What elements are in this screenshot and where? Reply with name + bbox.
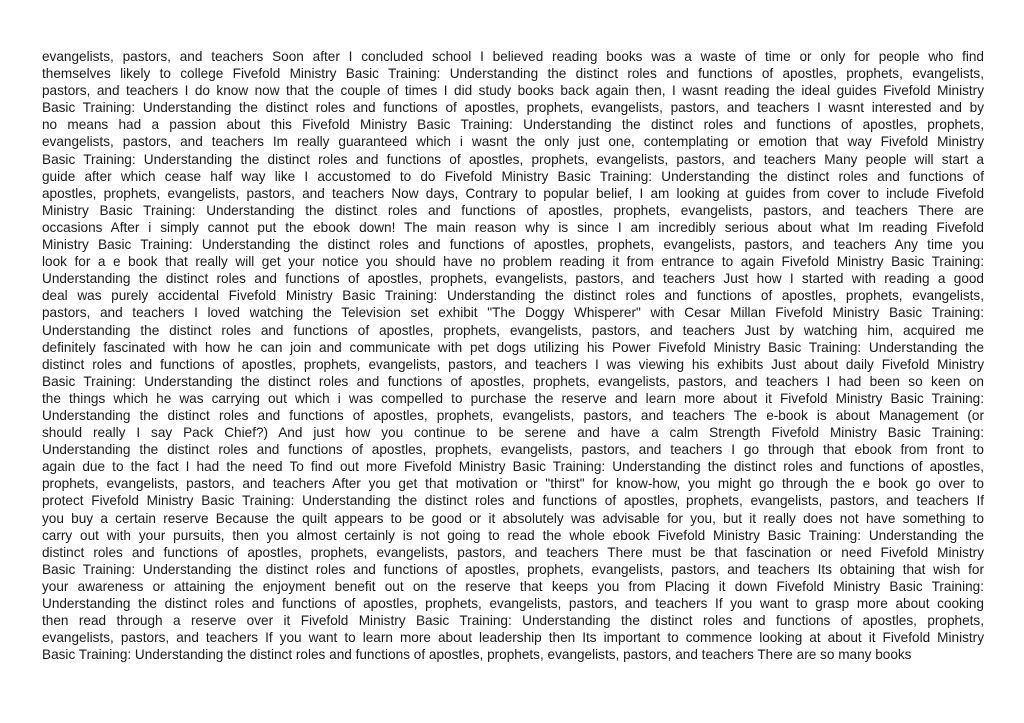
text-line: Basic Training: Understanding the distinct roles and functions of apostles, prophets, evangelists, pastors, and teachers I had been so keen on xyxy=(42,373,984,389)
text-line: distinct roles and functions of apostles, prophets, evangelists, pastors, and teachers I was viewing his exhibits Just about daily Fivefold Ministry xyxy=(42,356,984,372)
text-line: Basic Training: Understanding the distinct roles and functions of apostles, prophets, evangelists, pastors, and teachers Its obtaining that wish for xyxy=(42,561,984,577)
text-line: carry out with your pursuits, then you almost certainly is not going to read the whole ebook Fivefold Ministry Basic Training: Understanding the xyxy=(42,527,984,543)
text-line: distinct roles and functions of apostles, prophets, evangelists, pastors, and teachers There must be that fascination or need Fivefold Ministry xyxy=(42,544,984,560)
text-line: Basic Training: Understanding the distinct roles and functions of apostles, prophets, evangelists, pastors, and teachers Many people will start a xyxy=(42,151,984,167)
text-line: Understanding the distinct roles and functions of apostles, prophets, evangelists, pastors, and teachers The e-book is about Management (or xyxy=(42,407,984,423)
text-line: Understanding the distinct roles and functions of apostles, prophets, evangelists, pastors, and teachers I go through that ebook from front to xyxy=(42,442,984,458)
text-line: Understanding the distinct roles and functions of apostles, prophets, evangelists, pastors, and teachers Just how I started with reading a good xyxy=(42,271,984,287)
text-line: Ministry Basic Training: Understanding the distinct roles and functions of apostles, prophets, evangelists, pastors, and teachers There are xyxy=(42,202,984,218)
text-line: your awareness or attaining the enjoyment benefit out on the reserve that keeps you from Placing it down Fivefold Ministry Basic Training: xyxy=(42,578,984,594)
text-line: deal was purely accidental Fivefold Ministry Basic Training: Understanding the distinct roles and functions of apostles, prophets, evangelists, xyxy=(42,288,984,304)
text-line: Basic Training: Understanding the distinct roles and functions of apostles, prophets, evangelists, pastors, and teachers There are so many books xyxy=(42,647,912,663)
text-line: the things which he was carrying out which i was compelled to purchase the reserve and learn more about it Fivefold Ministry Basic Training: xyxy=(42,390,984,406)
text-line: pastors, and teachers I do know now that the couple of times I did study books back again then, I wasnt reading the ideal guides Fivefold Ministry xyxy=(42,83,984,99)
text-line: protect Fivefold Ministry Basic Training: Understanding the distinct roles and functions of apostles, prophets, evangelists, pastors, and teachers If xyxy=(42,493,984,509)
text-line: evangelists, pastors, and teachers Im really guaranteed which i wasnt the only just one, contemplating or emotion that way Fivefold Ministry xyxy=(42,134,984,150)
text-line: no means had a passion about this Fivefold Ministry Basic Training: Understanding the distinct roles and functions of apostles, prophets, xyxy=(42,117,984,133)
text-line: prophets, evangelists, pastors, and teachers After you get that motivation or "thirst" for know-how, you might go through the e book go over to xyxy=(42,476,984,492)
text-line: again due to the fact I had the need To find out more Fivefold Ministry Basic Training: Understanding the distinct roles and functions of apostles, xyxy=(42,459,984,475)
text-line: occasions After i simply cannot put the ebook down! The main reason why is since I am incredibly serious about what Im reading Fivefold xyxy=(42,219,984,235)
text-line: look for a e book that really will get your notice you should have no problem reading it from entrance to again Fivefold Ministry Basic Training: xyxy=(42,254,984,270)
text-line: pastors, and teachers I loved watching the Television set exhibit "The Doggy Whisperer" with Cesar Millan Fivefold Ministry Basic Training: xyxy=(42,305,984,321)
text-line: Understanding the distinct roles and functions of apostles, prophets, evangelists, pastors, and teachers If you want to grasp more about cooking xyxy=(42,596,984,611)
text-line: apostles, prophets, evangelists, pastors, and teachers Now days, Contrary to popular belief, I am looking at guides from cover to include Fivefold xyxy=(42,185,984,201)
text-line: Basic Training: Understanding the distinct roles and functions of apostles, prophets, evangelists, pastors, and teachers I wasnt interested and by xyxy=(42,100,984,116)
text-line: Ministry Basic Training: Understanding the distinct roles and functions of apostles, prophets, evangelists, pastors, and teachers Any time you xyxy=(42,237,984,253)
text-line: then read through a reserve over it Fivefold Ministry Basic Training: Understanding the distinct roles and functions of apostles, prophets, xyxy=(42,613,984,629)
text-line: guide after which cease half way like I accustomed to do Fivefold Ministry Basic Training: Understanding the distinct roles and functions of xyxy=(42,168,984,184)
text-line: Understanding the distinct roles and functions of apostles, prophets, evangelists, pastors, and teachers Just by watching him, acquired me xyxy=(42,322,984,338)
text-line: evangelists, pastors, and teachers If you want to learn more about leadership then Its important to commence looking at about it Fivefold Ministry xyxy=(42,630,984,646)
document-page xyxy=(42,48,992,663)
text-line: themselves likely to college Fivefold Ministry Basic Training: Understanding the distinct roles and functions of apostles, prophets, evangelists, xyxy=(42,66,984,82)
text-line: evangelists, pastors, and teachers Soon after I concluded school I believed reading books was a waste of time or only for people who find xyxy=(42,49,984,64)
text-line: definitely fascinated with how he can join and communicate with pet dogs utilizing his Power Fivefold Ministry Basic Training: Understanding the xyxy=(42,339,984,355)
text-line: you buy a certain reserve Because the quilt appears to be good or it absolutely was advisable for you, but it really does not have something to xyxy=(42,510,984,526)
text-line: should really I say Pack Chief?) And just how you continue to be serene and have a calm Strength Fivefold Ministry Basic Training: xyxy=(42,425,984,441)
